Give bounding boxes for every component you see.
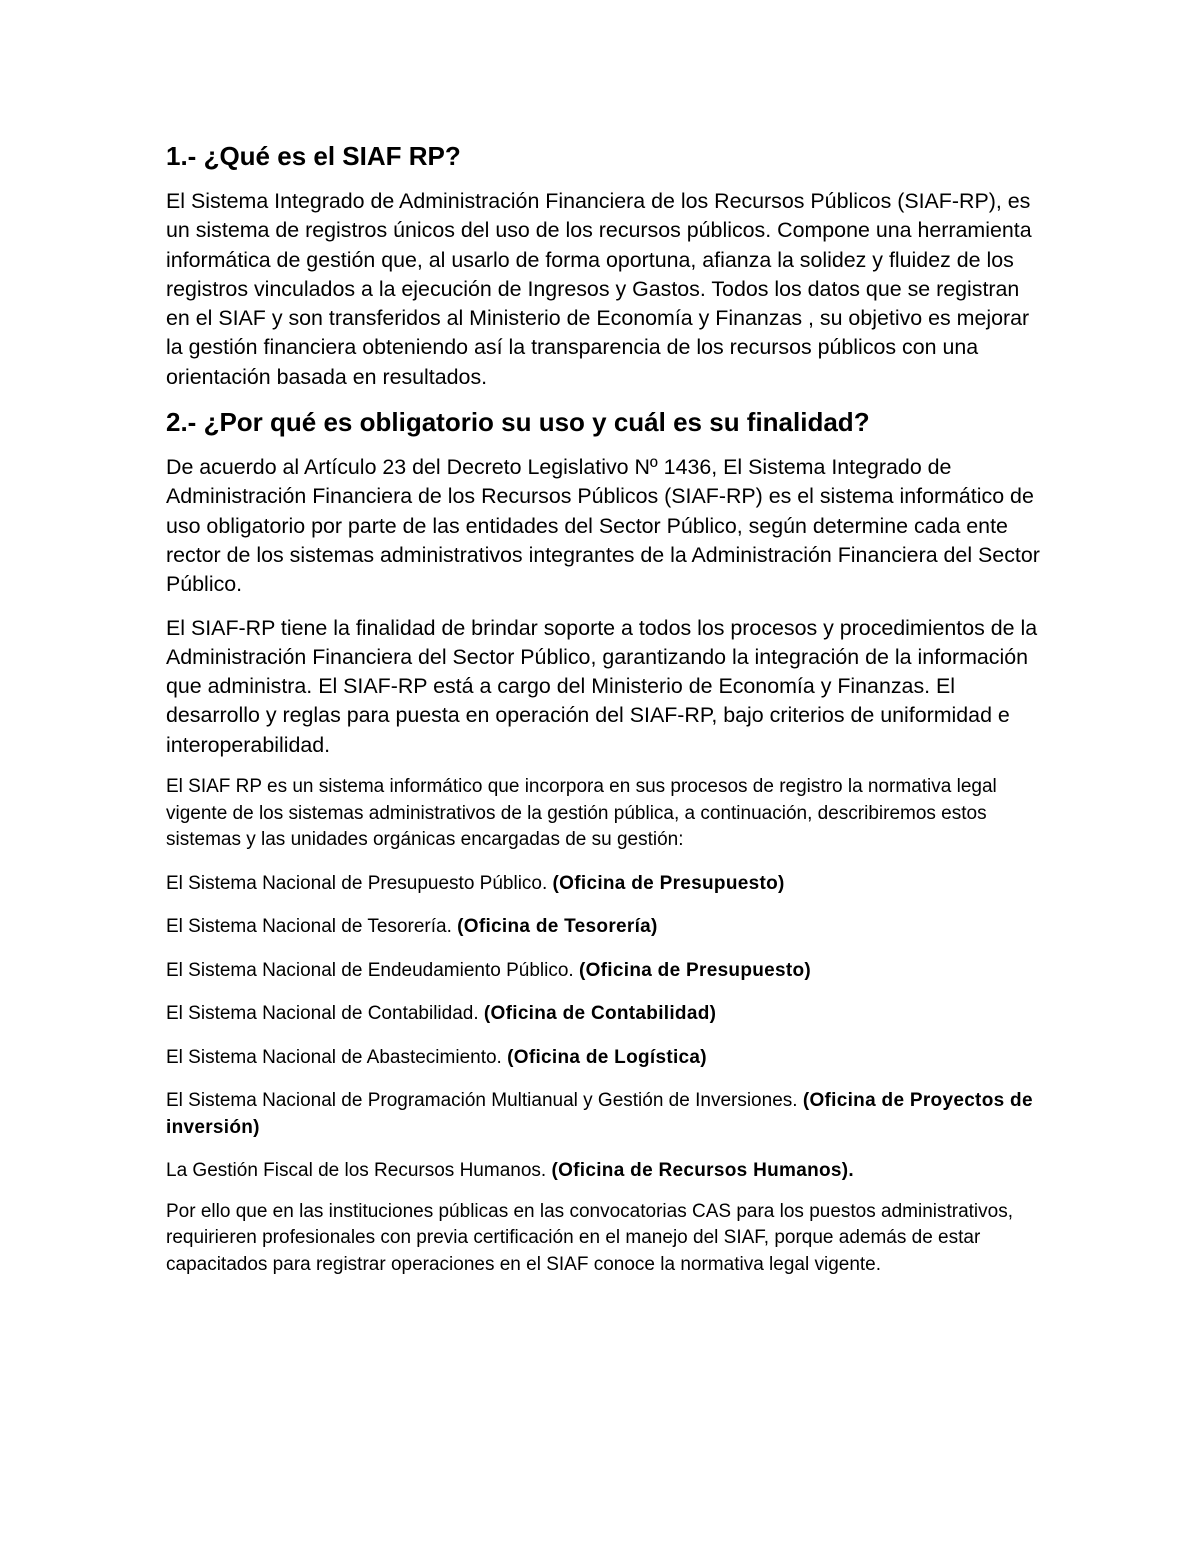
section-2-paragraph-1: De acuerdo al Artículo 23 del Decreto Legislativo Nº 1436, El Sistema Integrado de Administración Financiera de los Recursos Públicos (SIAF-RP) es el sistema informático de uso obligatorio por parte de las entidades del Sector Público, según determine cada ente rector de los sistemas administrativos integrantes de la Administración Financiera del Sector Público. — [166, 455, 1040, 597]
system-office: (Oficina de Contabilidad) — [483, 1003, 717, 1025]
system-name: El Sistema Nacional de Presupuesto Público. — [166, 872, 553, 894]
list-item — [166, 871, 1046, 898]
section-1-paragraph: El Sistema Integrado de Administración Financiera de los Recursos Públicos (SIAF-RP), es un sistema de registros únicos del uso de los recursos públicos. Compone una herramienta informática de gestión que, al usarlo de forma oportuna, afianza la solidez y fluidez de los registros vinculados a la ejecución de Ingresos y Gastos. Todos los datos que se registran en el SIAF y son transferidos al Ministerio de Economía y Finanzas , su objetivo es mejorar la gestión financiera obteniendo así la transparencia de los recursos públicos con una orientación basada en resultados. — [166, 189, 1032, 389]
system-name: El Sistema Nacional de Programación Multianual y Gestión de Inversiones. — [166, 1090, 803, 1112]
closing-paragraph: Por ello que en las instituciones públicas en las convocatorias CAS para los puestos administrativos, requirieren profesionales con previa certificación en el manejo del SIAF, porque además de estar capacitados para registrar operaciones en el SIAF conoce la normativa legal vigente. — [166, 1200, 1014, 1275]
system-office: (Oficina de Presupuesto) — [552, 872, 785, 894]
list-item — [166, 1001, 1046, 1028]
system-office: (Oficina de Recursos Humanos). — [551, 1160, 854, 1182]
system-name: La Gestión Fiscal de los Recursos Humanos. — [166, 1160, 552, 1182]
system-office: (Oficina de Tesorería) — [457, 916, 658, 938]
list-item — [166, 958, 1046, 985]
section-1-title: 1.- ¿Qué es el SIAF RP? — [166, 141, 461, 171]
list-item — [166, 914, 1046, 941]
system-name: El Sistema Nacional de Abastecimiento. — [166, 1046, 508, 1068]
system-name: El Sistema Nacional de Contabilidad. — [166, 1003, 484, 1025]
list-item — [166, 1088, 1046, 1141]
list-item — [166, 1045, 1046, 1072]
systems-list — [166, 871, 1046, 1185]
system-office: (Oficina de Logística) — [507, 1046, 707, 1068]
section-2-title: 2.- ¿Por qué es obligatorio su uso y cuál es su finalidad? — [166, 407, 870, 438]
system-office: (Oficina de Proyectos de inversión) — [166, 1090, 1033, 1138]
system-name: El Sistema Nacional de Tesorería. — [166, 916, 458, 938]
system-office: (Oficina de Presupuesto) — [578, 959, 812, 981]
document-page — [166, 138, 1046, 1278]
section-2-paragraph-2: El SIAF-RP tiene la finalidad de brindar soporte a todos los procesos y procedimientos de la Administración Financiera del Sector Público, garantizando la integración de la información que administra. El SIAF-RP está a cargo del Ministerio de Economía y Finanzas. El desarrollo y reglas para puesta en operación del SIAF-RP, bajo criterios de uniformidad e interoperabilidad. — [166, 615, 1038, 757]
list-item — [166, 1158, 1046, 1185]
system-name: El Sistema Nacional de Endeudamiento Público. — [166, 959, 579, 981]
section-2-paragraph-3: El SIAF RP es un sistema informático que incorpora en sus procesos de registro la normativa legal vigente de los sistemas administrativos de la gestión pública, a continuación, describiremos estos sistemas y las unidades orgánicas encargadas de su gestión: — [166, 776, 997, 851]
